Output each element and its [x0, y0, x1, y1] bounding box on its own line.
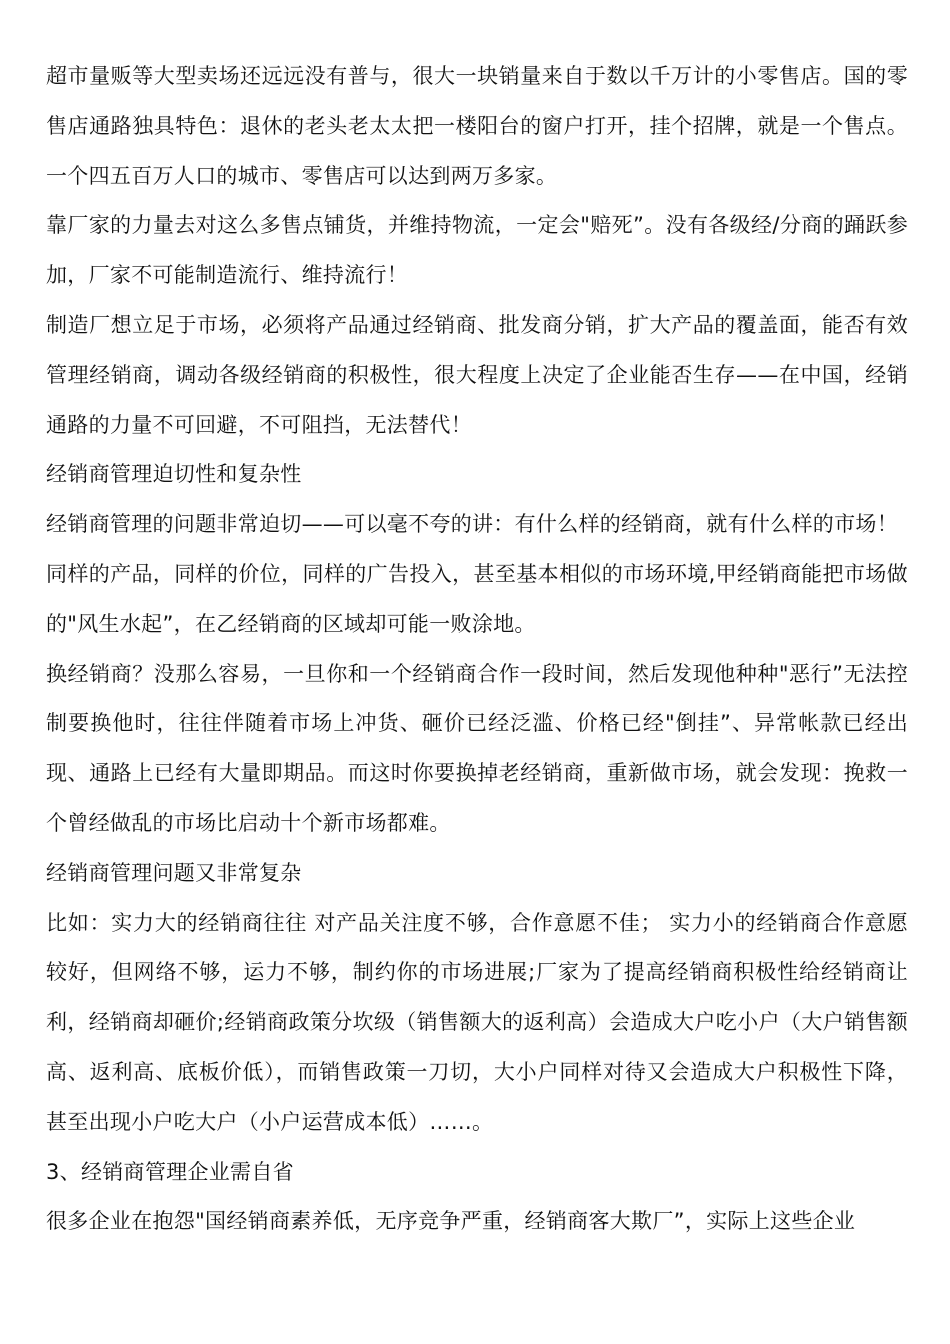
paragraph: 同样的产品，同样的价位，同样的广告投入，甚至基本相似的市场环境,甲经销商能把市场做的"风生水起”，在乙经销商的区域却可能一败涂地。: [46, 561, 908, 636]
section-heading: 3、经销商管理企业需自省: [46, 1159, 294, 1184]
paragraph: 经销商管理的问题非常迫切——可以毫不夸的讲：有什么样的经销商，就有什么样的市场！: [46, 512, 898, 537]
section-heading: 经销商管理问题又非常复杂: [46, 860, 302, 885]
section-heading: 经销商管理迫切性和复杂性: [46, 462, 302, 487]
document-body: [46, 52, 908, 1247]
paragraph: 制造厂想立足于市场，必须将产品通过经销商、批发商分销，扩大产品的覆盖面，能否有效管理经销商，调动各级经销商的积极性，很大程度上决定了企业能否生存——在中国，经销通路的力量不可回避，不可阻挡，无法替代！: [46, 312, 908, 437]
paragraph: 很多企业在抱怨"国经销商素养低，无序竞争严重，经销商客大欺厂”，实际上这些企业: [46, 1209, 856, 1234]
paragraph: 换经销商？没那么容易，一旦你和一个经销商合作一段时间，然后发现他种种"恶行”无法控制要换他时，往往伴随着市场上冲货、砸价已经泛滥、价格已经"倒挂”、异常帐款已经出现、通路上已经有大量即期品。而这时你要换掉老经销商，重新做市场，就会发现：挽救一个曾经做乱的市场比启动十个新市场都难。: [46, 661, 908, 835]
paragraph: 超市量贩等大型卖场还远远没有普与，很大一块销量来自于数以千万计的小零售店。国的零售店通路独具特色：退休的老头老太太把一楼阳台的窗户打开，挂个招牌，就是一个售点。一个四五百万人口的城市、零售店可以达到两万多家。: [46, 64, 908, 188]
paragraph: 靠厂家的力量去对这么多售点铺货，并维持物流，一定会"赔死”。没有各级经/分商的踊跃参加，厂家不可能制造流行、维持流行！: [46, 213, 908, 288]
paragraph: 比如：实力大的经销商往往 对产品关注度不够，合作意愿不佳； 实力小的经销商合作意愿较好，但网络不够，运力不够，制约你的市场进展;厂家为了提高经销商积极性给经销商让利，经销商却砸价;经销商政策分坎级（销售额大的返利高）会造成大户吃小户（大户销售额高、返利高、底板价低），而销售政策一刀切，大小户同样对待又会造成大户积极性下降，甚至出现小户吃大户（小户运营成本低）……。: [46, 910, 908, 1134]
